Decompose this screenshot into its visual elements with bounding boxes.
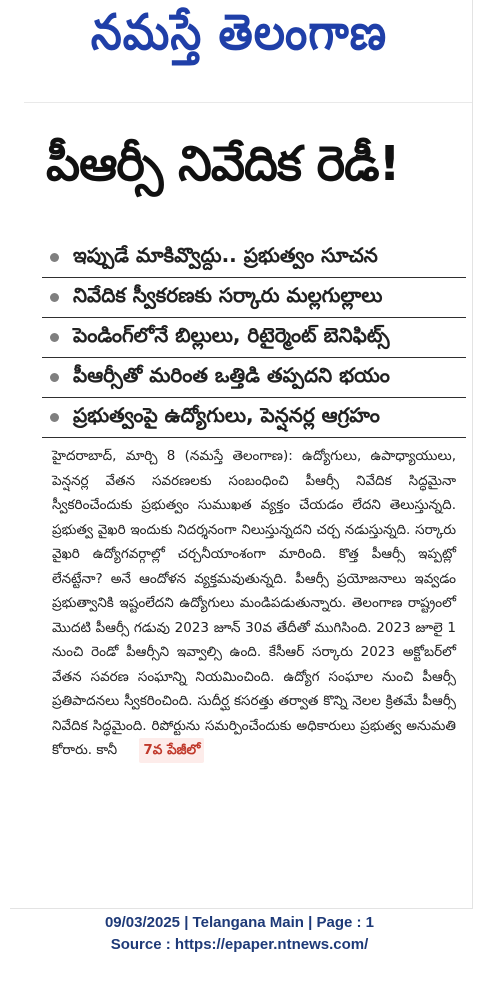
bullet-dot-icon xyxy=(50,253,59,262)
headline xyxy=(46,130,466,210)
bullet-text: నివేదిక స్వీకరణకు సర్కారు మల్లగుల్లాలు xyxy=(73,283,383,307)
bullet-list xyxy=(42,238,466,438)
footer-edition-info: 09/03/2025 | Telangana Main | Page : 1 xyxy=(104,914,375,931)
bullet-dot-icon xyxy=(50,293,59,302)
continued-marker: 7వ పేజీలో xyxy=(139,738,204,763)
masthead-title: నమస్తే తెలంగాణ xyxy=(90,4,388,62)
masthead xyxy=(34,4,444,70)
bullet-text: పీఆర్సీతో మరింత ఒత్తిడి తప్పదని భయం xyxy=(73,363,390,387)
bullet-text: ఇప్పుడే మాకివ్వొద్దు.. ప్రభుత్వం సూచన xyxy=(73,243,378,267)
footer-source-link[interactable]: Source : https://epaper.ntnews.com/ xyxy=(110,936,369,953)
bullet-dot-icon xyxy=(50,373,59,382)
bullet-text: పెండింగ్‌లోనే బిల్లులు, రిటైర్మెంట్ బెనిఫిట్స్ xyxy=(73,323,390,347)
article-paragraph: హైదరాబాద్, మార్చి 8 (నమస్తే తెలంగాణ): ఉద్యోగులు, ఉపాధ్యాయులు, పెన్షనర్ల వేతన సవరణలకు సంబంధించి పీఆర్సీ నివేదిక సిద్ధమైనా స్వీకరించేందుకు ప్రభుత్వం సుముఖత వ్యక్తం చేయడం లేదని తెలుస్తున్నది. ప్రభుత్వ వైఖరి ఇందుకు నిదర్శనంగా నిలుస్తున్నదని చర్చ నడుస్తున్నది. సర్కారు వైఖరి ఉద్యోగవర్గాల్లో చర్చనీయాంశంగా మారింది. కొత్త పీఆర్సీ ఇప్పట్లో లేనట్టేనా? అనే ఆందోళన వ్యక్తమవుతున్నది. పీఆర్సీ ప్రయోజనాలు ఇవ్వడం ప్రభుత్వానికి ఇష్టంలేదని ఉద్యోగులు మండిపడుతున్నారు. తెలంగాణ రాష్ట్రంలో మొదటి పీఆర్సీ గడువు 2023 జూన్ 30వ తేదీతో ముగిసింది. 2023 జూలై 1 నుంచి రెండో పీఆర్సీని ఇవ్వాల్సి ఉంది. కేసీఆర్ సర్కారు 2023 అక్టోబర్‌లో వేతన సవరణ సంఘాన్ని నియమించింది. ఉద్యోగ సంఘాల నుంచి పీఆర్సీ ప్రతిపాదనలు స్వీకరించింది. సుదీర్ఘ కసరత్తు తర్వాత కొన్ని నెలల క్రితమే పీఆర్సీ నివేదిక సిద్ధమైంది. రిపోర్టును సమర్పించేందుకు అధికారులు ప్రభుత్వ అనుమతి కోరారు. కానీ xyxy=(52,448,456,758)
bullet-dot-icon xyxy=(50,413,59,422)
bullet-item xyxy=(42,358,466,398)
newspaper-clipping xyxy=(10,0,473,909)
masthead-divider xyxy=(24,102,472,103)
bullet-item xyxy=(42,278,466,318)
headline-text: పీఆర్సీ నివేదిక రెడీ! xyxy=(46,136,400,192)
article-body xyxy=(52,444,456,763)
bullet-text: ప్రభుత్వంపై ఉద్యోగులు, పెన్షనర్ల ఆగ్రహం xyxy=(73,403,380,427)
bullet-item xyxy=(42,238,466,278)
bullet-dot-icon xyxy=(50,333,59,342)
bullet-item xyxy=(42,398,466,438)
bullet-item xyxy=(42,318,466,358)
